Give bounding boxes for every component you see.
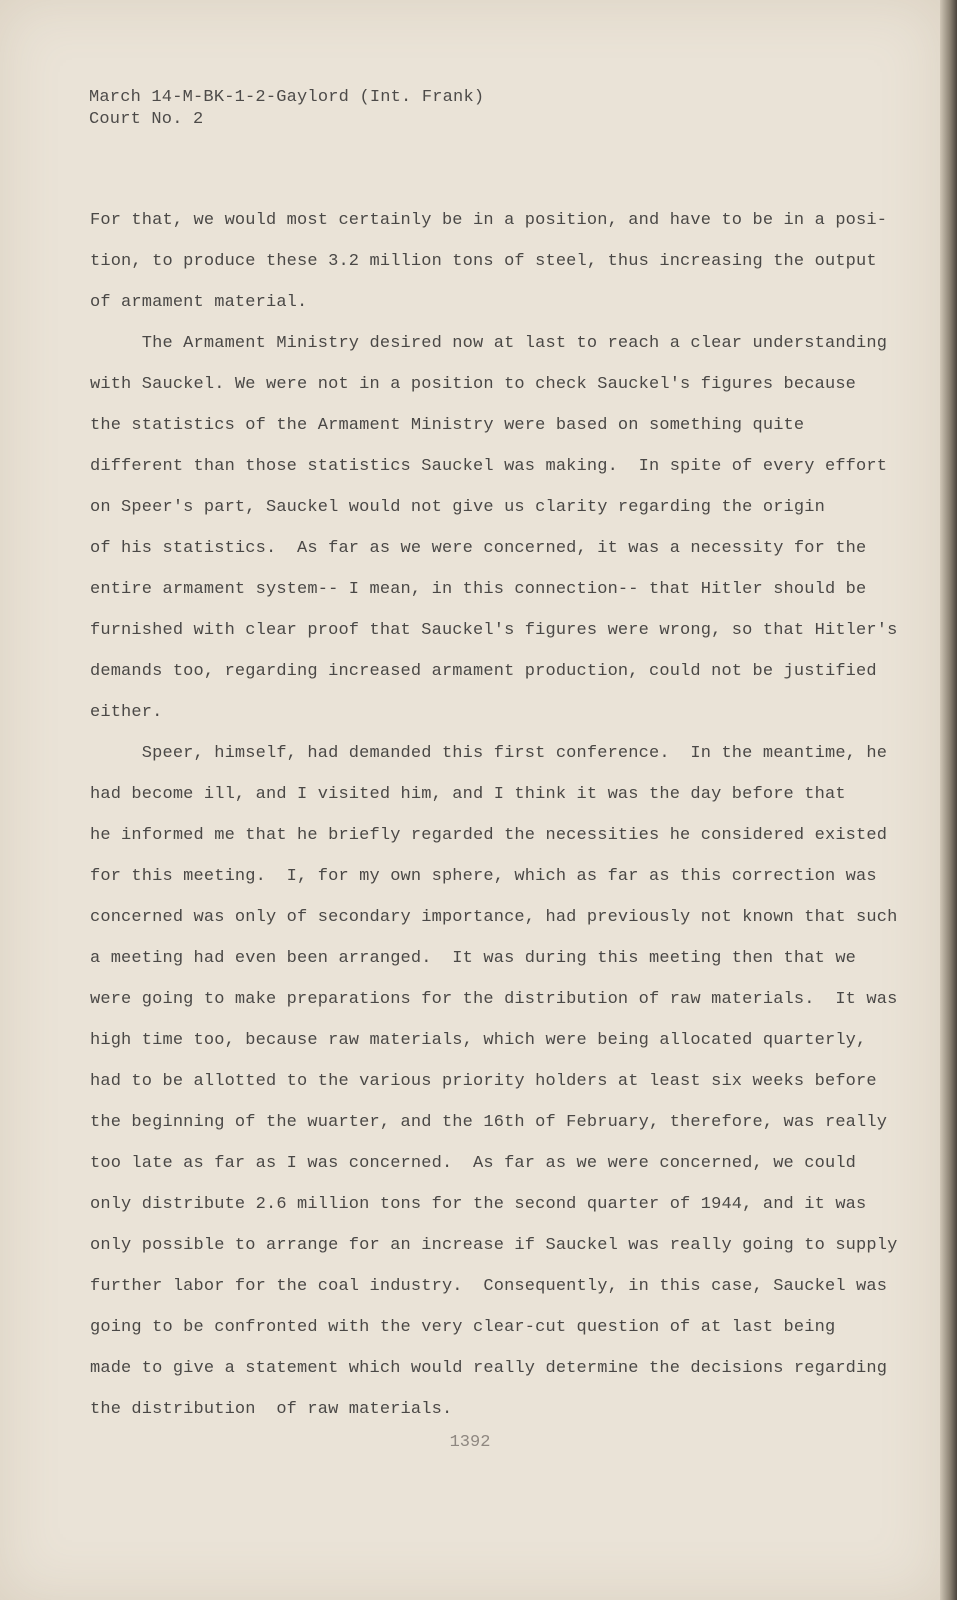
body-line: demands too, regarding increased armament production, could not be justified	[90, 662, 877, 681]
body-line: for this meeting. I, for my own sphere, which as far as this correction was	[90, 867, 877, 886]
document-body	[90, 200, 898, 1430]
page-number: 1392	[449, 1433, 491, 1452]
body-line: tion, to produce these 3.2 million tons of steel, thus increasing the output	[90, 252, 877, 271]
body-line: Speer, himself, had demanded this first conference. In the meantime, he	[90, 744, 888, 763]
body-line: For that, we would most certainly be in a position, and have to be in a posi-	[90, 211, 888, 230]
body-line: going to be confronted with the very clear-cut question of at last being	[90, 1318, 836, 1337]
document-header	[89, 87, 484, 131]
body-line: were going to make preparations for the distribution of raw materials. It was	[90, 990, 898, 1009]
body-line: the distribution of raw materials.	[90, 1400, 453, 1419]
body-line: further labor for the coal industry. Consequently, in this case, Sauckel was	[90, 1277, 888, 1296]
body-line: too late as far as I was concerned. As far as we were concerned, we could	[90, 1154, 857, 1173]
body-line: concerned was only of secondary importance, had previously not known that such	[90, 908, 898, 927]
body-line: made to give a statement which would really determine the decisions regarding	[90, 1359, 888, 1378]
body-line: The Armament Ministry desired now at last to reach a clear understanding	[90, 334, 888, 353]
body-line: high time too, because raw materials, which were being allocated quarterly,	[90, 1031, 867, 1050]
body-line: the beginning of the wuarter, and the 16th of February, therefore, was really	[90, 1113, 888, 1132]
body-line: had to be allotted to the various priority holders at least six weeks before	[90, 1072, 877, 1091]
body-line: a meeting had even been arranged. It was during this meeting then that we	[90, 949, 857, 968]
body-line: of his statistics. As far as we were concerned, it was a necessity for the	[90, 539, 867, 558]
body-line: entire armament system-- I mean, in this connection-- that Hitler should be	[90, 580, 867, 599]
body-line: the statistics of the Armament Ministry were based on something quite	[90, 416, 805, 435]
body-line: different than those statistics Sauckel was making. In spite of every effort	[90, 457, 888, 476]
header-line-2: Court No. 2	[89, 110, 204, 129]
body-line: only distribute 2.6 million tons for the second quarter of 1944, and it was	[90, 1195, 867, 1214]
body-line: had become ill, and I visited him, and I think it was the day before that	[90, 785, 846, 804]
body-line: furnished with clear proof that Sauckel's figures were wrong, so that Hitler's	[90, 621, 898, 640]
body-line: he informed me that he briefly regarded the necessities he considered existed	[90, 826, 888, 845]
header-line-1: March 14-M-BK-1-2-Gaylord (Int. Frank)	[89, 88, 485, 107]
body-line: either.	[90, 703, 163, 722]
body-line: on Speer's part, Sauckel would not give us clarity regarding the origin	[90, 498, 825, 517]
body-line: of armament material.	[90, 293, 308, 312]
body-line: only possible to arrange for an increase if Sauckel was really going to supply	[90, 1236, 898, 1255]
page-edge-shadow	[940, 0, 957, 1600]
body-line: with Sauckel. We were not in a position to check Sauckel's figures because	[90, 375, 857, 394]
